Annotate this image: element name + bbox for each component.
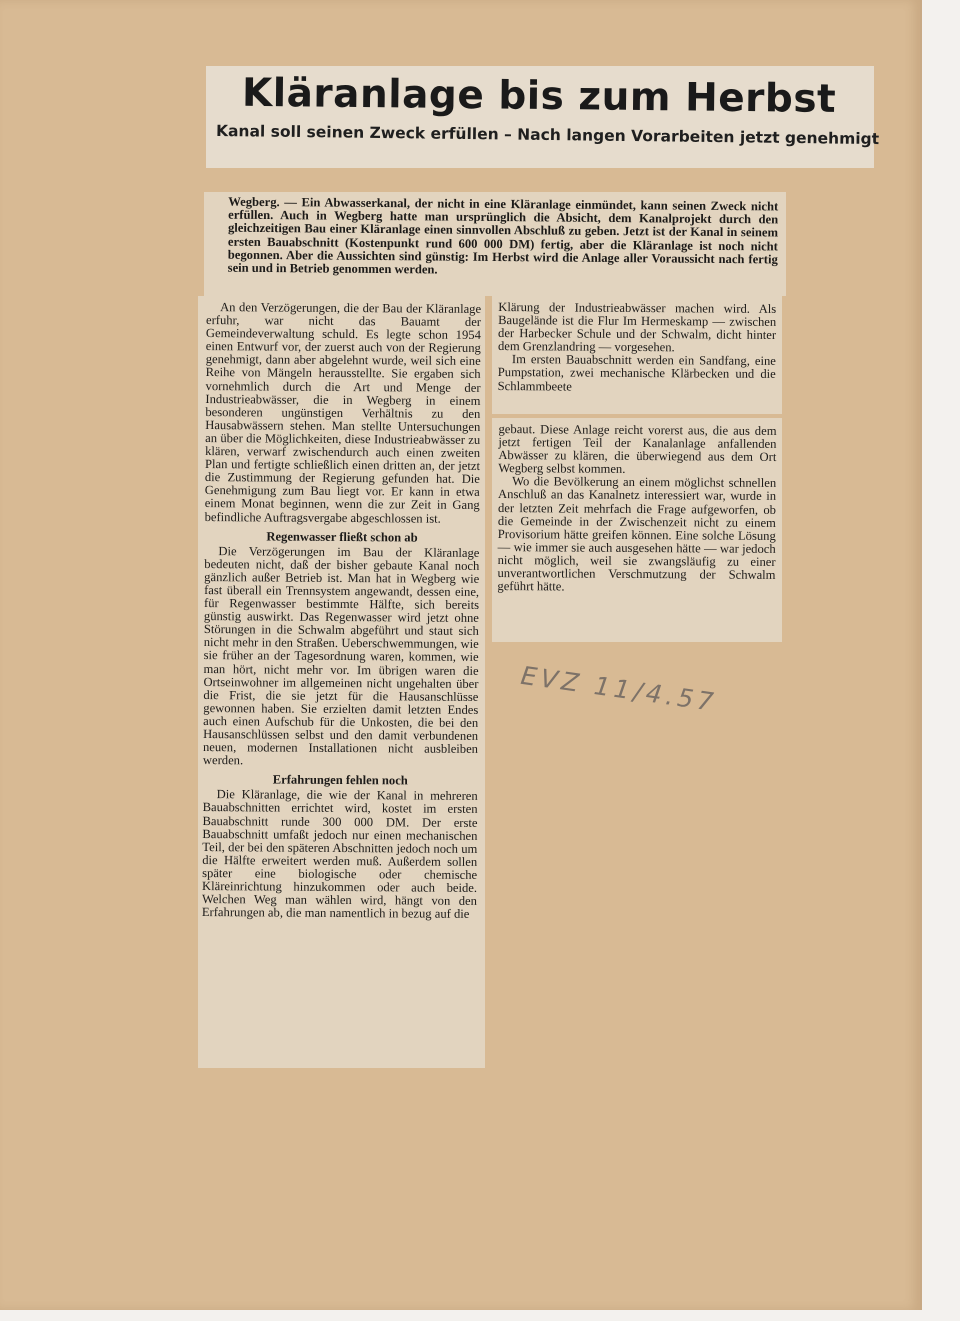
lead-clipping <box>204 192 786 296</box>
paragraph: Wo die Bevölkerung an einem möglichst schnellen Anschluß an das Kanalnetz interessiert war, wurde in der letzten Zeit mehrfach die Frage aufgeworfen, ob die Gemeinde in der Zwischenzeit nicht zu einem Provisorium hätte greifen können. Eine solche Lösung — wie immer sie auch ausgesehen hätte — war jedoch nicht möglich, weil sie zwangsläufig zu einer unverantwortlichen Verschmutzung der Schwalm geführt hätte. <box>497 474 777 594</box>
section-heading: Regenwasser fließt schon ab <box>266 529 418 545</box>
paragraph: gebaut. Diese Anlage reicht vorerst aus, die aus dem jetzt fertigen Teil der Kanalanlage anfallenden Abwässer zu klären, die überwiegend aus dem Ort Wegberg selbst kommen. <box>498 422 777 477</box>
section-heading: Erfahrungen fehlen noch <box>272 772 408 788</box>
column-clipping-left <box>198 296 485 1068</box>
column-text-right-top <box>492 295 783 395</box>
paragraph: Die Kläranlage, die wie der Kanal in mehreren Bauabschnitten errichtet wird, kostet im ersten Bauabschnitt runde 300 000 DM. Der erste Bauabschnitt umfaßt jedoch nur einen mechanischen Teil, der bei den späteren Abschnitten jedoch noch um die Hälfte erweitert werden muß. Außerdem sollen später eine biologische oder chemische Kläreinrichtung hinzukommen oder auch beide. Welchen Weg man wählen wird, hängt von den Erfahrungen ab, die man namentlich in bezug auf die <box>201 787 478 922</box>
lead-paragraph: Wegberg. — Ein Abwasserkanal, der nicht in eine Kläranlage einmündet, kann seinen Zweck nicht erfüllen. Auch in Wegberg hatte man ursprünglich die Absicht, dem Kanalprojekt durch den gleichzeitigen Bau einer Kläranlage einen sinnvollen Abschluß zu geben. Jetzt ist der Kanal in seinem ersten Bauabschnitt (Kostenpunkt rund 600 000 DM) fertig, aber die Kläranlage ist noch nicht begonnen. Aber die Aussichten sind günstig: Im Herbst wird die Anlage aller Voraussicht nach fertig sein und in Betrieb genommen werden. <box>227 194 779 277</box>
handwritten-note: EVZ 11/4.57 <box>519 660 720 718</box>
paragraph: Klärung der Industrieabwässer machen wird. Als Baugelände ist die Flur Im Hermeskamp — zwischen der Harbecker Schule und der Schwalm, dicht hinter dem Grenzlandring — vorgesehen. <box>497 300 777 355</box>
subheadline: Kanal soll seinen Zweck erfüllen – Nach langen Vorarbeiten jetzt genehmigt <box>215 121 880 149</box>
paragraph: An den Verzögerungen, die der Bau der Kläranlage erfuhr, war nicht das Bauamt der Gemeindeverwaltung schuld. Es legte schon 1954 einen Entwurf vor, der zuerst auch von der Regierung genehmigt, dann aber abgelehnt wurde, weil sich eine Reihe von Mängeln herausstellte. Sie ergaben sich vornehmlich durch die Art und Menge der Industrieabwässer, die in Wegberg in einem besonderen ungünstigen Verhältnis zu den Hausabwässern stehen. Man stellte Untersuchungen an über die Möglichkeiten, diese Industrieabwässer zu klären, verwarf zwischendurch auch einen zweiten Plan und fertigte schließlich einen dritten an, der jetzt die Zustimmung der Regierung gefunden hat. Die Genehmigung zum Bau liegt vor. Er kann in etwa einem Monat beginnen, wenn die zur Zeit in Gang befindliche Auftragsvergabe abgeschlossen ist. <box>204 300 482 526</box>
column-clipping-right-top <box>492 296 782 414</box>
headline: Kläranlage bis zum Herbst <box>241 70 837 122</box>
column-clipping-right-bottom <box>492 418 782 642</box>
paragraph: Die Verzögerungen im Bau der Kläranlage bedeuten nicht, daß der bisher gebaute Kanal noch gänzlich außer Betrieb ist. Man hat in Wegberg wie fast überall ein Trennsystem angewandt, dessen eine, für Regenwasser bestimmte Hälfte, sich bereits günstig auswirkt. Das Regenwasser wird jetzt ohne Störungen in die Schwalm abgeführt und staut sich nicht mehr in den Straßen. Ueberschwemmungen, wie sie früher an der Tagesordnung waren, kommen, wie man hört, nicht mehr vor. Im übrigen waren die Ortseinwohner im allgemeinen nicht ungehalten über die Frist, die sie jetzt für die Hausanschlüsse gewonnen haben. Sie erzielten damit letzten Endes auch einen Aufschub für die Unkosten, die bei den Hausanschlüssen selbst und den damit verbundenen neuen, modernen Installationen nicht ausbleiben werden. <box>202 543 480 768</box>
paragraph: Im ersten Bauabschnitt werden ein Sandfang, eine Pumpstation, zwei mechanische Klärbecken und die Schlammbeete <box>497 352 776 394</box>
column-text-right-bottom <box>491 417 782 595</box>
column-text-left <box>196 295 487 921</box>
headline-clipping <box>206 66 880 168</box>
